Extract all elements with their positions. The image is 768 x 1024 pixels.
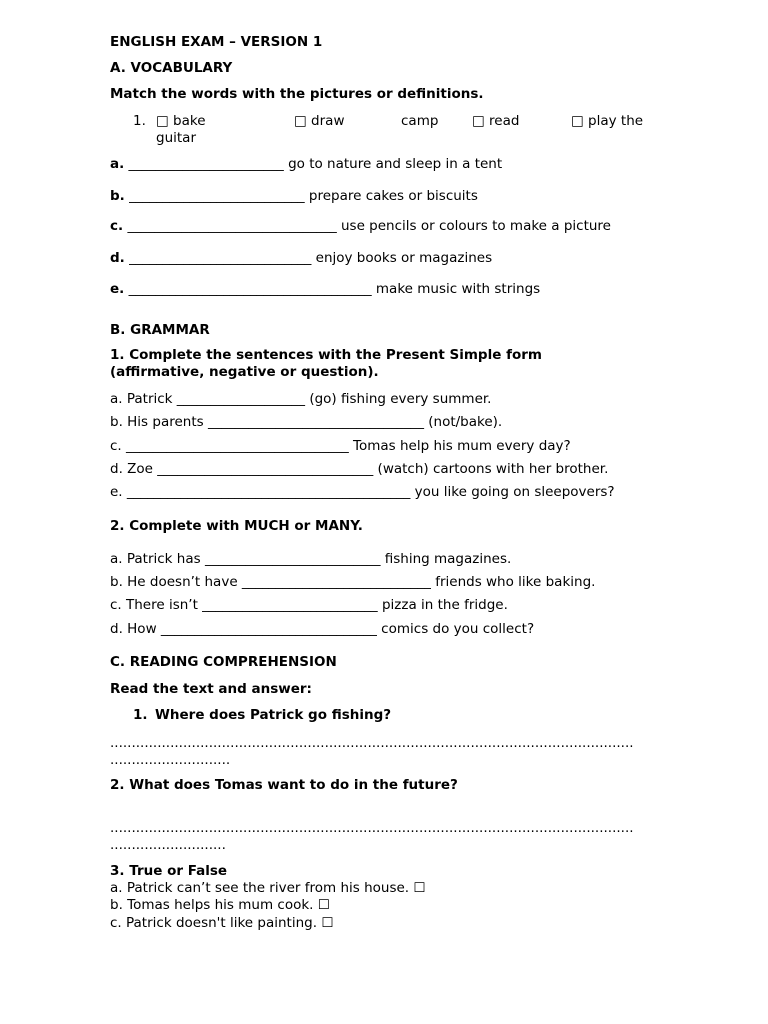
statement-text: a. Patrick can’t see the river from his house.: [110, 880, 410, 896]
item-letter: a.: [110, 156, 125, 172]
statement-text: b. Tomas helps his mum cook.: [110, 897, 314, 913]
answer-blank[interactable]: ___________________________: [129, 250, 312, 266]
grammar-q1-line1: 1. Complete the sentences with the Present Simple form: [110, 347, 542, 363]
vocab-item-a: [110, 156, 502, 173]
grammar-q1-item-c[interactable]: c. _________________________________ Tomas help his mum every day?: [110, 438, 571, 454]
reading-q2: 2. What does Tomas want to do in the future?: [110, 777, 458, 793]
item-letter: c.: [110, 218, 124, 234]
definition-text: enjoy books or magazines: [315, 250, 493, 266]
reading-q1: [133, 707, 391, 724]
reading-q1-number: 1.: [133, 707, 148, 723]
item-letter: e.: [110, 281, 125, 297]
reading-q2-answer-line[interactable]: ..........................................................................................................................: [110, 820, 634, 836]
reading-q1-text: Where does Patrick go fishing?: [155, 707, 392, 723]
reading-q3-heading: 3. True or False: [110, 863, 228, 879]
true-false-item-a: [110, 880, 425, 897]
grammar-q2-item-b[interactable]: b. He doesn’t have ____________________________ friends who like baking.: [110, 574, 596, 590]
grammar-q2-heading: 2. Complete with MUCH or MANY.: [110, 518, 363, 534]
grammar-q2-item-a[interactable]: a. Patrick has __________________________ fishing magazines.: [110, 551, 512, 567]
vocab-heading: A. VOCABULARY: [110, 60, 233, 76]
grammar-q1-item-b[interactable]: b. His parents ________________________________ (not/bake).: [110, 414, 503, 430]
grammar-q1-item-d[interactable]: d. Zoe ________________________________ (watch) cartoons with her brother.: [110, 461, 609, 477]
definition-text: go to nature and sleep in a tent: [288, 156, 503, 172]
definition-text: make music with strings: [375, 281, 541, 297]
checkbox-icon[interactable]: ☐: [413, 880, 426, 896]
grammar-q2-item-c[interactable]: c. There isn’t __________________________ pizza in the fridge.: [110, 597, 508, 613]
grammar-q1-item-a[interactable]: a. Patrick ___________________ (go) fishing every summer.: [110, 391, 492, 407]
answer-blank[interactable]: _______________________________: [127, 218, 337, 234]
true-false-item-c: [110, 915, 333, 932]
item-letter: b.: [110, 188, 125, 204]
vocab-instruction: Match the words with the pictures or definitions.: [110, 86, 484, 102]
word-option-camp: camp: [401, 113, 439, 129]
statement-text: c. Patrick doesn't like painting.: [110, 915, 318, 931]
item-letter: d.: [110, 250, 125, 266]
reading-q1-answer-line-2[interactable]: ............................: [110, 752, 231, 768]
answer-blank[interactable]: _______________________: [128, 156, 284, 172]
answer-blank[interactable]: ____________________________________: [128, 281, 372, 297]
word-option-play-the: □ play the: [571, 113, 644, 129]
reading-instruction: Read the text and answer:: [110, 681, 312, 697]
word-option-guitar: guitar: [156, 130, 196, 146]
grammar-q1-item-e[interactable]: e. __________________________________________ you like going on sleepovers?: [110, 484, 615, 500]
grammar-q2-item-d[interactable]: d. How ________________________________ comics do you collect?: [110, 621, 535, 637]
reading-heading: C. READING COMPREHENSION: [110, 654, 337, 670]
word-option-bake: □ bake: [156, 113, 206, 129]
vocab-item-d: [110, 250, 492, 267]
word-option-read: □ read: [472, 113, 520, 129]
reading-q2-answer-line-2[interactable]: ...........................: [110, 837, 226, 853]
definition-text: prepare cakes or biscuits: [308, 188, 478, 204]
reading-q1-answer-line[interactable]: ..........................................................................................................................: [110, 735, 634, 751]
vocab-item-c: [110, 218, 611, 235]
true-false-item-b: [110, 897, 330, 914]
answer-blank[interactable]: __________________________: [129, 188, 305, 204]
grammar-heading: B. GRAMMAR: [110, 322, 210, 338]
vocab-item-e: [110, 281, 540, 298]
definition-text: use pencils or colours to make a picture: [340, 218, 611, 234]
grammar-q1-line2: (affirmative, negative or question).: [110, 364, 379, 380]
word-option-draw: □ draw: [294, 113, 345, 129]
word-list-number: 1.: [133, 113, 146, 129]
checkbox-icon[interactable]: ☐: [317, 897, 330, 913]
exam-title: ENGLISH EXAM – VERSION 1: [110, 34, 323, 50]
checkbox-icon[interactable]: ☐: [321, 915, 334, 931]
vocab-item-b: [110, 188, 478, 205]
